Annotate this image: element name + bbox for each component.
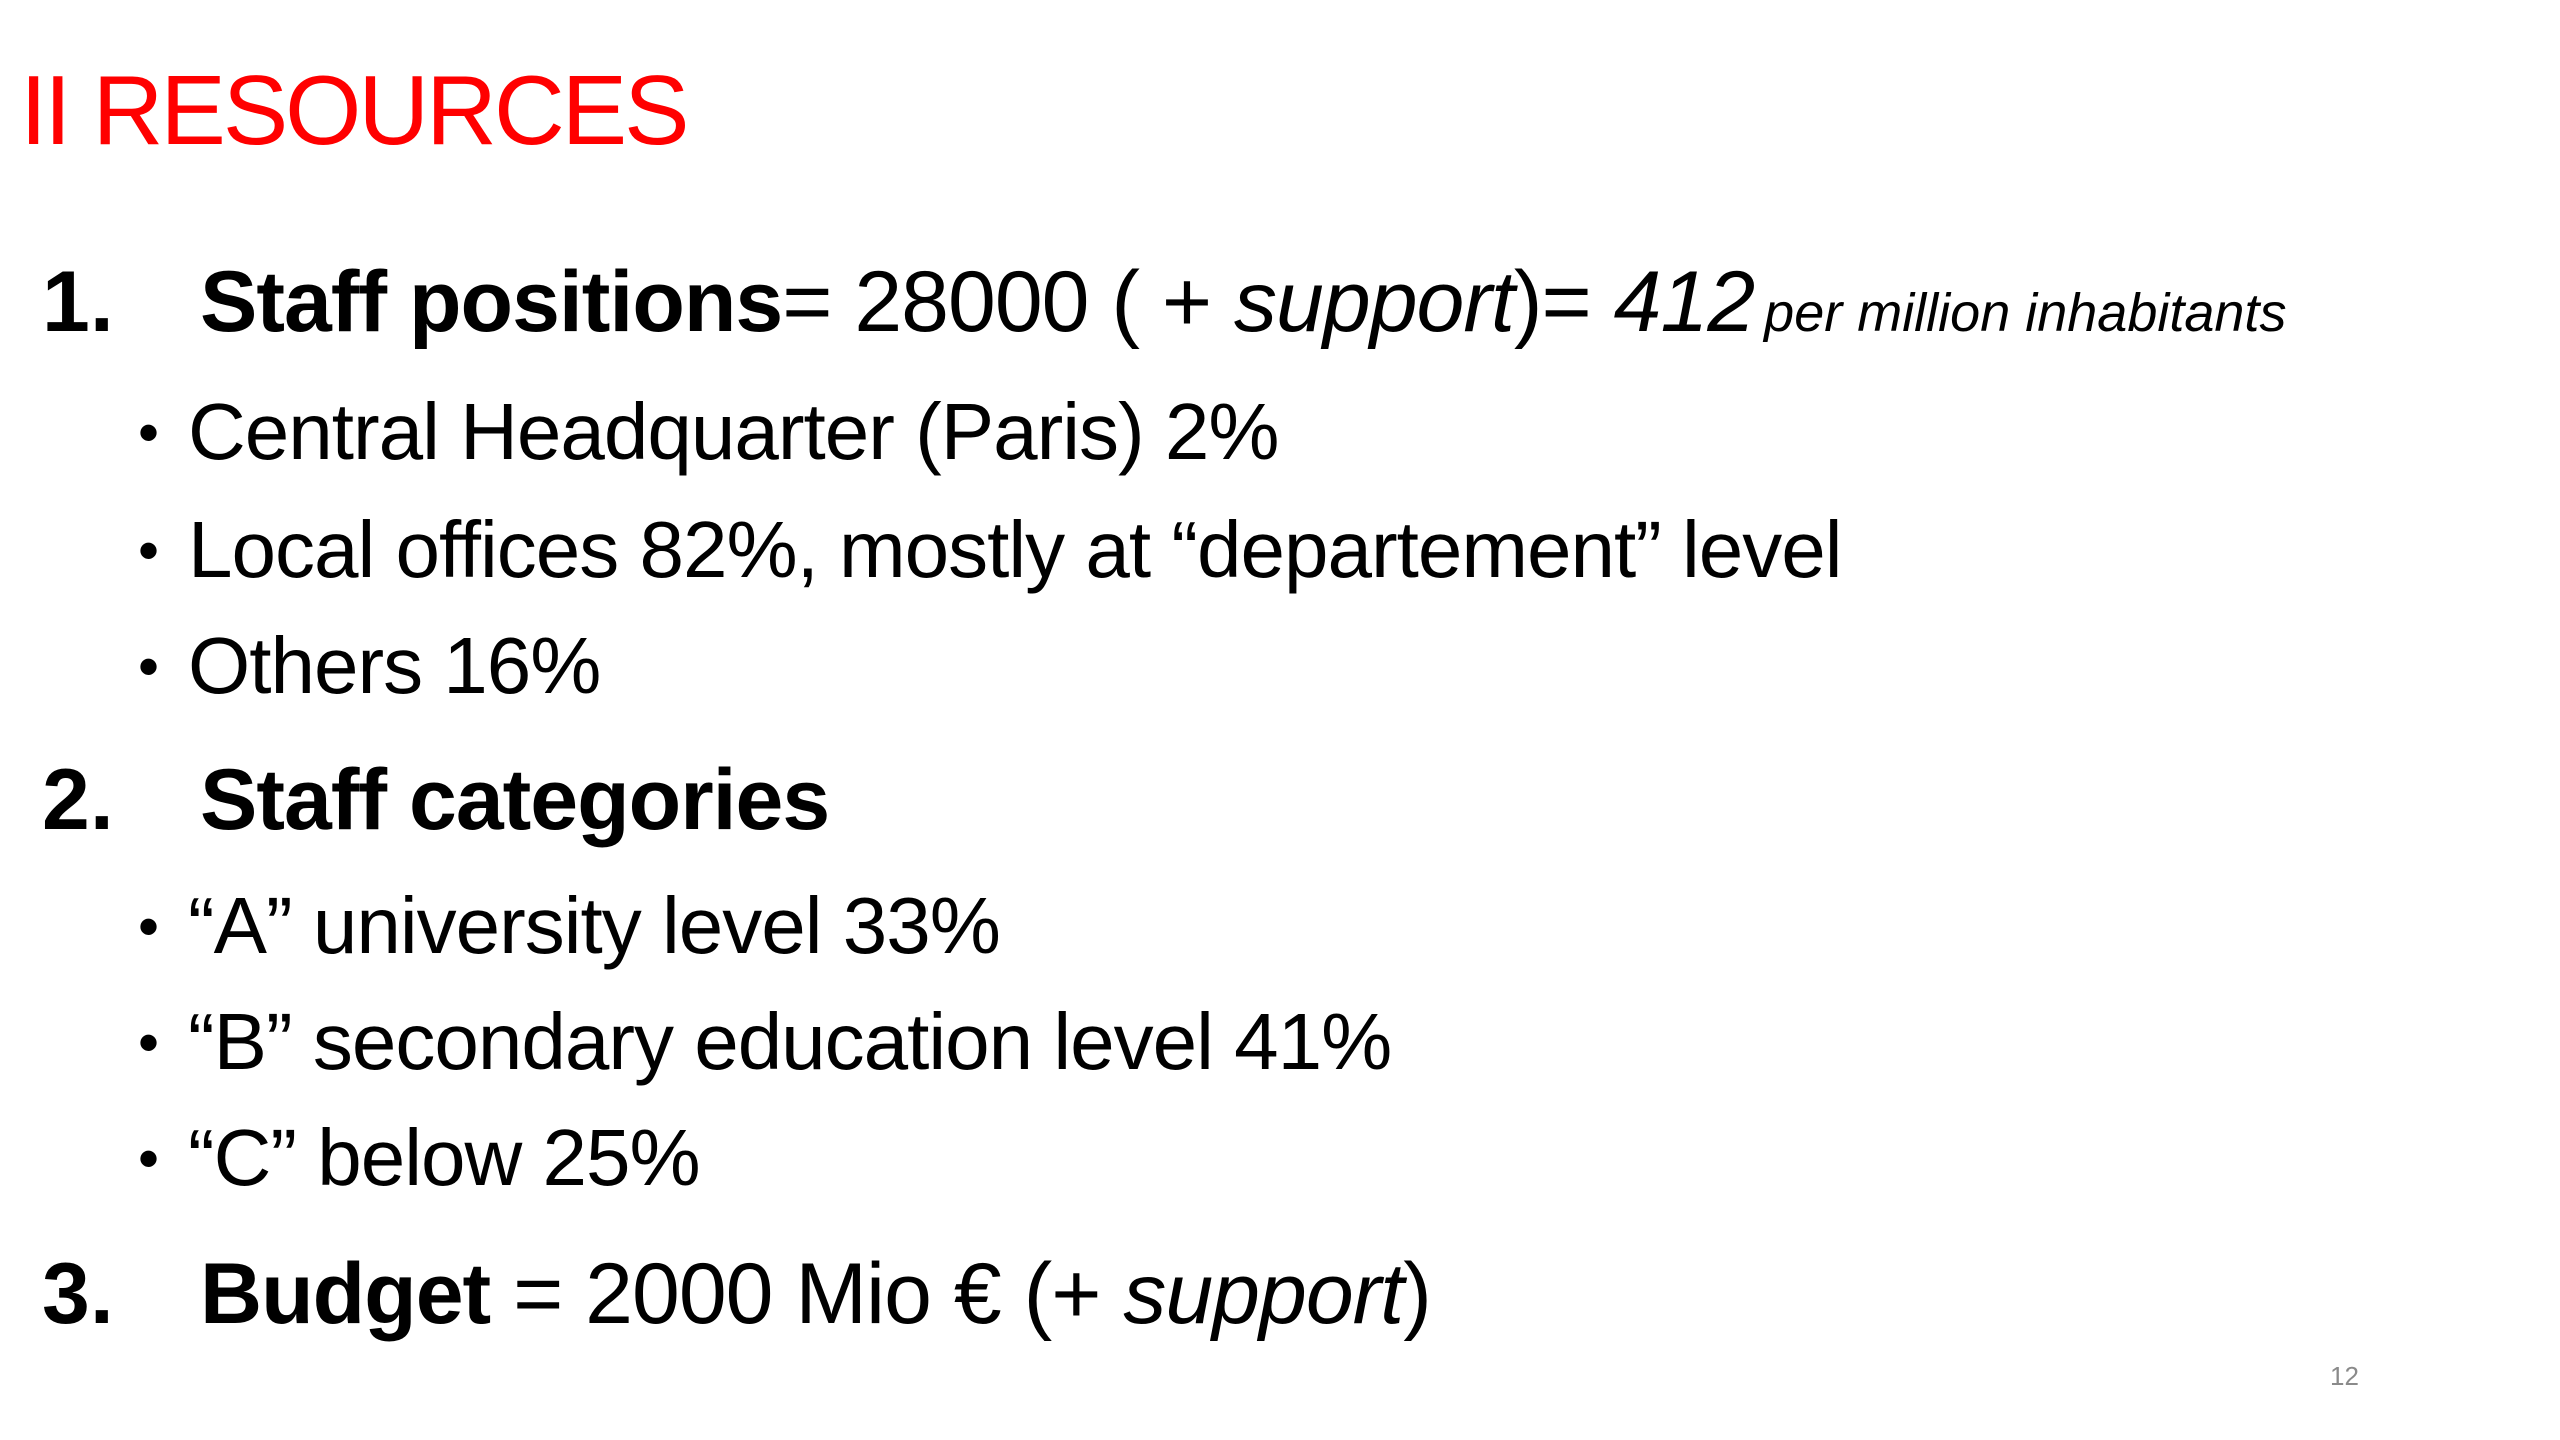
bullet-text: “A” university level 33% <box>188 881 1000 970</box>
bullet-icon: • <box>138 1125 159 1192</box>
bullet-icon: • <box>138 893 159 960</box>
bullet-list-item <box>138 382 1278 483</box>
item-1-equation-part2: )= <box>1513 254 1614 350</box>
item-2-heading-line <box>200 750 829 850</box>
item-3-heading: Budget <box>200 1246 491 1342</box>
item-1-equation-part1: = 28000 ( + <box>782 254 1235 350</box>
slide-title: II RESOURCES <box>20 55 687 165</box>
bullet-text: “B” secondary education level 41% <box>188 997 1392 1086</box>
bullet-text: “C” below 25% <box>188 1113 700 1202</box>
item-1-note: per million inhabitants <box>1764 283 2287 343</box>
item-3-equation-part1: = 2000 Mio € (+ <box>490 1246 1124 1342</box>
bullet-text: Local offices 82%, mostly at “departement” level <box>188 505 1842 594</box>
item-3-heading-line <box>200 1244 1431 1344</box>
page-number: 12 <box>2330 1361 2359 1391</box>
item-1-number: 1. <box>42 254 114 350</box>
item-1-heading-line <box>200 252 2286 363</box>
bullet-text: Central Headquarter (Paris) 2% <box>188 387 1279 476</box>
bullet-list-item <box>138 500 1842 601</box>
bullet-list-item <box>138 616 600 717</box>
item-2-number: 2. <box>42 752 114 848</box>
bullet-list-item <box>138 876 1000 977</box>
bullet-icon: • <box>138 399 159 466</box>
bullet-icon: • <box>138 633 159 700</box>
item-3-support: support <box>1123 1246 1404 1342</box>
bullet-text: Others 16% <box>188 621 601 710</box>
bullet-icon: • <box>138 517 159 584</box>
item-3-number: 3. <box>42 1246 114 1342</box>
item-1-support: support <box>1234 254 1514 350</box>
item-2-heading: Staff categories <box>200 752 830 848</box>
item-1-value: 412 <box>1613 254 1755 350</box>
bullet-icon: • <box>138 1009 159 1076</box>
bullet-list-item <box>138 992 1391 1093</box>
bullet-list-item <box>138 1108 700 1209</box>
item-1-heading: Staff positions <box>200 254 783 350</box>
item-3-equation-part2: ) <box>1403 1246 1431 1342</box>
